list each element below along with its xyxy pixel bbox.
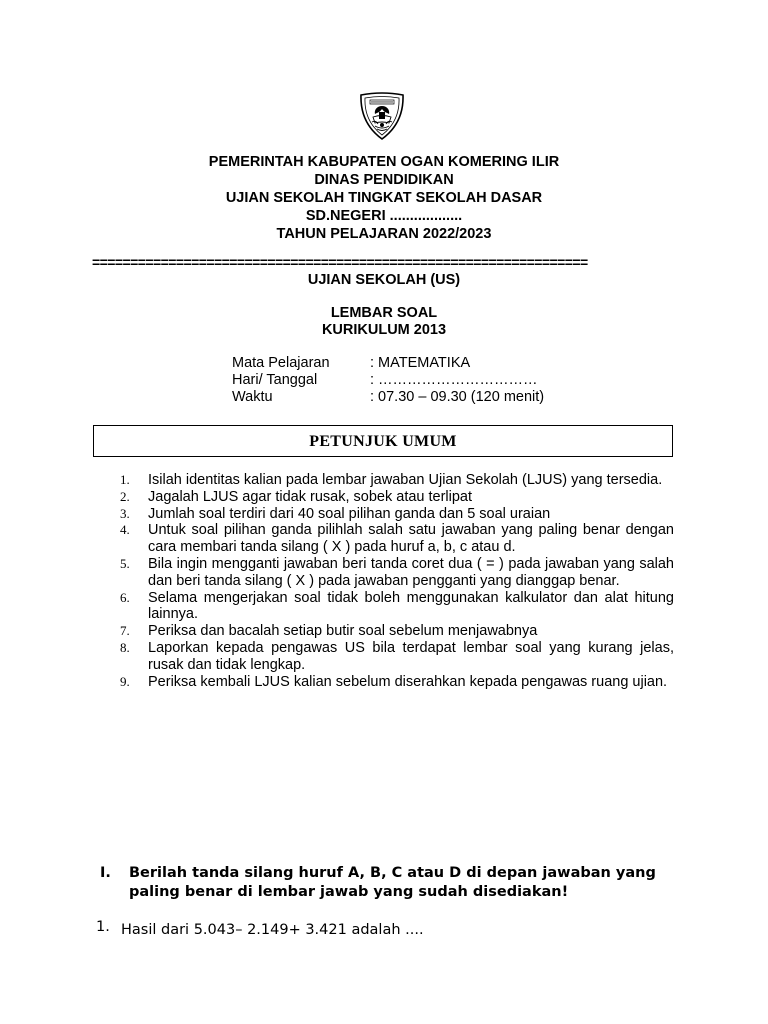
instructions-box (93, 425, 673, 457)
instruction-text: Untuk soal pilihan ganda pilihlah salah satu jawaban yang paling benar dengan cara membari tanda silang ( X ) pada huruf a, b, c atau d. (148, 522, 674, 556)
header-government: PEMERINTAH KABUPATEN OGAN KOMERING ILIR (208, 154, 560, 170)
instruction-text: Bila ingin mengganti jawaban beri tanda coret dua ( = ) pada jawaban yang salah dan beri tanda silang ( X ) pada jawaban pengganti yang dianggap benar. (148, 555, 674, 589)
header-academic-year: TAHUN PELAJARAN 2022/2023 (276, 226, 492, 242)
info-label: Mata Pelajaran (232, 355, 330, 371)
header-exam-level: UJIAN SEKOLAH TINGKAT SEKOLAH DASAR (225, 190, 543, 206)
info-label: Waktu (232, 389, 273, 405)
instruction-text: Periksa dan bacalah setiap butir soal sebelum menjawabnya (148, 623, 538, 640)
instruction-text: Periksa kembali LJUS kalian sebelum diserahkan kepada pengawas ruang ujian. (148, 673, 668, 690)
info-row-subject (232, 355, 544, 372)
instructions-list (120, 472, 674, 690)
instruction-number: 6. (120, 589, 130, 605)
instruction-text: Isilah identitas kalian pada lembar jawaban Ujian Sekolah (LJUS) yang tersedia. (148, 472, 663, 488)
instruction-number: 8. (120, 639, 130, 655)
curriculum-label: KURIKULUM 2013 (321, 322, 447, 338)
instruction-item (120, 556, 674, 590)
question-text: Hasil dari 5.043– 2.149+ 3.421 adalah .... (121, 922, 424, 938)
instruction-item (120, 590, 674, 624)
info-value: : MATEMATIKA (370, 355, 471, 371)
section-instruction-line2: paling benar di lembar jawab yang sudah disediakan! (129, 884, 569, 900)
instruction-item (120, 674, 674, 691)
header-agency: DINAS PENDIDIKAN (314, 172, 454, 188)
info-value: : …………………………… (370, 372, 538, 388)
instruction-number: 9. (120, 673, 130, 689)
instruction-item (120, 623, 674, 640)
instruction-number: 4. (120, 522, 130, 538)
instruction-item (120, 489, 674, 506)
instruction-text: Laporkan kepada pengawas US bila terdapat lembar soal yang kurang jelas, rusak dan tidak lengkap. (148, 639, 674, 673)
divider-line: ================================================================= (92, 255, 588, 269)
instruction-number: 1. (120, 472, 130, 487)
instruction-number: 5. (120, 555, 130, 571)
instruction-text: Selama mengerjakan soal tidak boleh menggunakan kalkulator dan alat hitung lainnya. (148, 589, 674, 623)
instruction-number: 7. (120, 623, 130, 639)
instructions-title: PETUNJUK UMUM (309, 433, 457, 450)
exam-info (232, 355, 544, 406)
question-number: 1. (96, 919, 110, 935)
regency-emblem-icon (358, 91, 406, 141)
instruction-text: Jumlah soal terdiri dari 40 soal pilihan ganda dan 5 soal uraian (148, 505, 551, 522)
instruction-item (120, 472, 674, 489)
instruction-item (120, 506, 674, 523)
instruction-item (120, 640, 674, 674)
instruction-number: 2. (120, 488, 130, 504)
info-label: Hari/ Tanggal (232, 372, 318, 388)
instruction-number: 3. (120, 505, 130, 521)
info-row-time (232, 389, 544, 406)
section-number: I. (100, 865, 111, 881)
section-heading (100, 864, 656, 902)
sheet-title: LEMBAR SOAL (330, 305, 438, 321)
info-value: : 07.30 – 09.30 (120 menit) (370, 389, 545, 405)
info-row-date (232, 372, 544, 389)
document-header (0, 153, 768, 243)
instruction-text: Jagalah LJUS agar tidak rusak, sobek atau terlipat (148, 488, 473, 505)
section-instruction-line1: Berilah tanda silang huruf A, B, C atau D di depan jawaban yang (129, 865, 656, 881)
instruction-item (120, 522, 674, 556)
exam-name: UJIAN SEKOLAH (US) (307, 272, 461, 288)
header-school: SD.NEGERI .................. (305, 208, 463, 224)
